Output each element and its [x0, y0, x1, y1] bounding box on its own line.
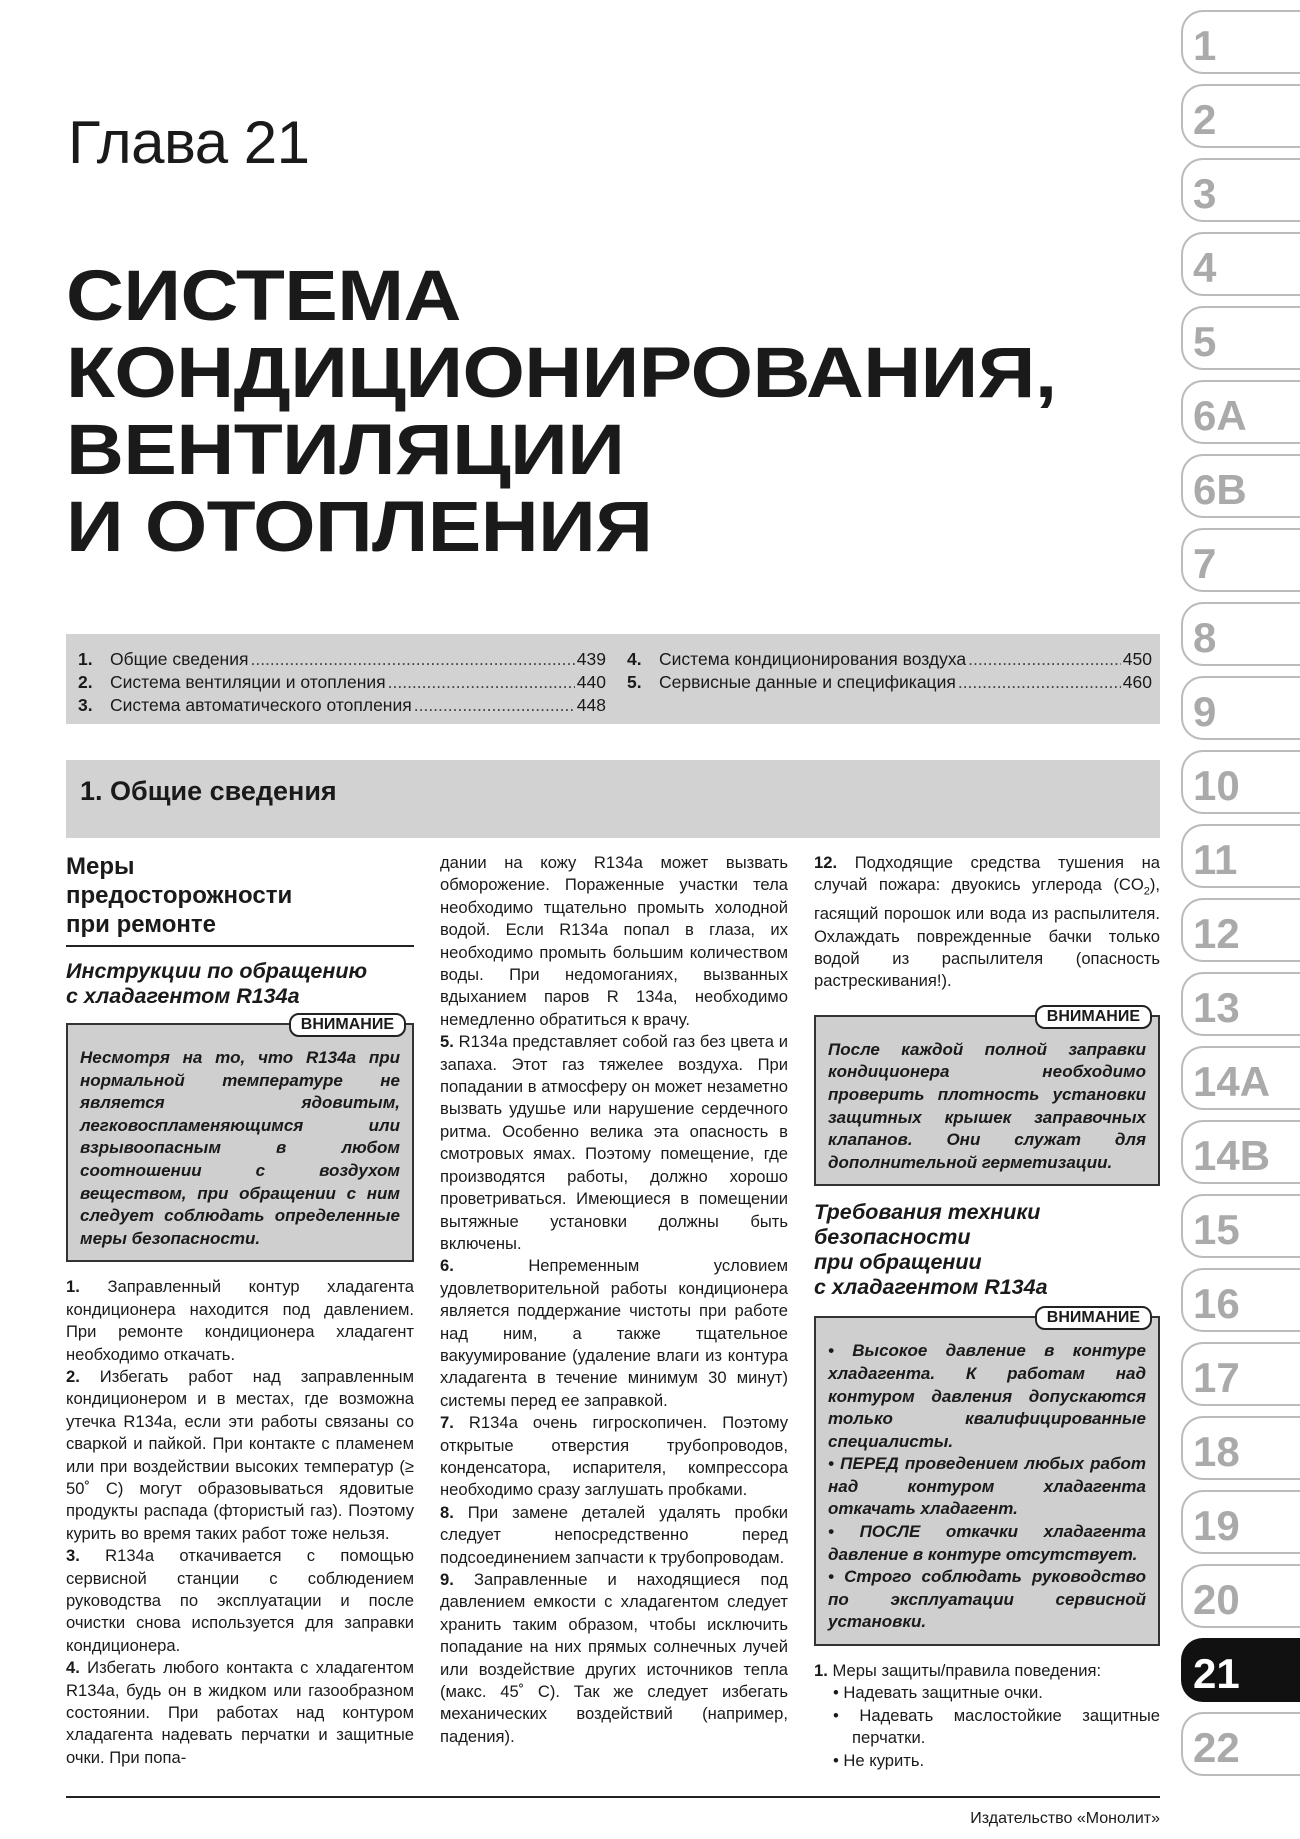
chapter-tab[interactable] [1181, 1046, 1300, 1110]
paragraph-text: Заправленный контур хладагента кондиционера находится под давлением. При ремонте кондиционера хладагент необходимо откачать. [66, 1277, 414, 1364]
chapter-tab[interactable] [1181, 306, 1300, 370]
chapter-tab[interactable] [1181, 1120, 1300, 1184]
chapter-tab[interactable] [1181, 972, 1300, 1036]
warning-box [66, 1016, 414, 1262]
heading-line: Требования техники [814, 1200, 1041, 1225]
tab-label: 15 [1193, 1206, 1240, 1253]
paragraph-text: ), гасящий порошок или вода из распылителя. Охлаждать поврежденные бачки только водой из распылителя (опасность растрескивания!). [814, 875, 1160, 991]
paragraph-text: R134a очень гигроскопичен. Поэтому открытые отверстия трубопроводов, конденсатора, испарителя, компрессора необходимо сразу заглушать пробками. [440, 1413, 788, 1500]
chapter-tab[interactable] [1181, 158, 1300, 222]
paragraph-number: 1. [66, 1277, 80, 1297]
chapter-tab[interactable] [1181, 84, 1300, 148]
tab-label: 1 [1193, 22, 1217, 69]
tab-label: 18 [1193, 1428, 1240, 1475]
paragraph [814, 1660, 1160, 1682]
warning-item: • Высокое давление в контуре хладагента. К работам над контуром давления допускаются только квалифицированные специалисты. [828, 1341, 1146, 1451]
text-column-3 [814, 852, 1160, 1772]
paragraph-number: 9. [440, 1570, 454, 1589]
chapter-tab[interactable] [1181, 10, 1300, 74]
chapter-tab[interactable] [1181, 676, 1300, 740]
warning-tag: ВНИМАНИЕ [1035, 1005, 1152, 1029]
paragraph-text: Меры защиты/правила поведения: [832, 1661, 1102, 1681]
tab-label: 5 [1193, 318, 1217, 365]
warning-tag: ВНИМАНИЕ [1035, 1306, 1152, 1330]
paragraph-text: Избегать любого контакта с хладагентом R134a, будь он в жидком или газообразном состоянии. При работах над контуром хладагента надевать перчатки и защитные очки. При попа- [66, 1658, 414, 1767]
heading-line: безопасности [814, 1225, 971, 1250]
toc-leader [388, 671, 575, 694]
bullet-item: • Надевать маслостойкие защитные перчатки. [833, 1705, 1160, 1748]
chapter-title-line: КОНДИЦИОНИРОВАНИЯ, [66, 334, 1057, 413]
safety-heading [814, 1200, 1160, 1300]
chapter-label: Глава 21 [68, 109, 310, 176]
tab-label: 3 [1193, 170, 1217, 217]
chapter-tabs [1181, 0, 1300, 1839]
toc-title: Сервисные данные и спецификация [659, 672, 956, 692]
toc-title: Система вентиляции и отопления [110, 672, 386, 692]
toc-leader [414, 694, 575, 717]
tab-label: 17 [1193, 1354, 1240, 1401]
tab-label: 20 [1193, 1576, 1240, 1623]
toc-entry[interactable] [78, 671, 606, 694]
chapter-tab[interactable] [1181, 824, 1300, 888]
tab-label: 22 [1193, 1724, 1240, 1771]
warning-tag: ВНИМАНИЕ [289, 1013, 406, 1037]
tab-label: 10 [1193, 762, 1240, 809]
tab-label: 14B [1193, 1132, 1271, 1179]
chapter-title-line: ВЕНТИЛЯЦИИ [66, 411, 625, 490]
paragraph-text: дании на кожу R134a может вызвать обморожение. Пораженные участки тела необходимо тщательно промыть холодной водой. Если R134a попал в глаза, их необходимо промыть большим количеством воды. При недомоганиях, вызванных вдыханием паров R 134a, необходимо немедленно обратиться к врачу. [440, 853, 788, 1029]
toc-leader [250, 648, 574, 671]
text-column-2 [440, 852, 788, 1748]
toc-number: 2. [78, 672, 93, 692]
paragraph-number: 4. [66, 1658, 80, 1678]
heading-line: при обращении [814, 1250, 982, 1275]
section-title: 1. Общие сведения [80, 776, 337, 806]
paragraph [440, 1569, 788, 1748]
tab-label: 7 [1193, 540, 1217, 587]
paragraph-text: Непременным условием удовлетворительной работы кондиционера является поддержание чистоты при работе над ним, а также тщательное вакуумирование (удаление влаги из контура хладагента в течение минимум 30 минут) системы перед ее заправкой. [440, 1256, 788, 1410]
toc-entry[interactable] [627, 648, 1152, 671]
paragraph [440, 1255, 788, 1412]
warning-text: Несмотря на то, что R134a при нормальной температуре не является ядовитым, легковоспламеняющимся или взрывоопасным в любом соотношении с воздухом веществом, при обращении с ним следует соблюдать определенные меры безопасности. [80, 1048, 400, 1248]
toc-title: Система кондиционирования воздуха [659, 649, 967, 669]
chapter-tab[interactable] [1181, 232, 1300, 296]
bullet-item: • Надевать защитные очки. [833, 1683, 1043, 1703]
warning-item: • Строго соблюдать руководство по эксплуатации сервисной установки. [828, 1567, 1146, 1632]
section-header [66, 760, 1160, 838]
toc-number: 5. [627, 672, 642, 692]
tab-label: 12 [1193, 910, 1240, 957]
toc-entry[interactable] [627, 671, 1152, 694]
toc-title: Система автоматического отопления [110, 695, 412, 715]
tab-label: 16 [1193, 1280, 1240, 1327]
chapter-title [66, 258, 1116, 566]
chapter-tab[interactable] [1181, 602, 1300, 666]
heading-line: при ремонте [66, 911, 216, 938]
chapter-tab[interactable] [1181, 1416, 1300, 1480]
toc-page: 448 [576, 695, 606, 715]
tab-label: 2 [1193, 96, 1217, 143]
chapter-tab[interactable] [1181, 1268, 1300, 1332]
toc-number: 4. [627, 649, 642, 669]
paragraph-text: Подходящие средства тушения на случай пожара: двуокись углерода (CO [814, 853, 1160, 895]
paragraph-text: Заправленные и находящиеся под давлением емкости с хладагентом следует хранить таким образом, чтобы исключить попадание на них прямых солнечных лучей или воздействие других источников тепла (макс. 45˚ С). Так же следует избегать механических воздействий (например, падения). [440, 1570, 788, 1746]
toc-entry[interactable] [78, 694, 606, 717]
toc-entry[interactable] [78, 648, 606, 671]
warning-item: • ПЕРЕД проведением любых работ над контуром хладагента откачать хладагент. [828, 1454, 1146, 1519]
paragraph [66, 1657, 414, 1769]
tab-label: 13 [1193, 984, 1240, 1031]
warning-box [814, 1309, 1160, 1646]
chapter-tab[interactable] [1181, 898, 1300, 962]
paragraph-text: R134a представляет собой газ без цвета и запаха. Этот газ тяжелее воздуха. При попадании в атмосферу он может незаметно вызвать удушье или нарушение сердечного ритма. Особенно велика эта опасность в смотровых ямах. Поэтому помещение, где производятся работы, должно хорошо проветриваться. Имеющиеся в помещении вытяжные установки должны быть включены. [440, 1032, 788, 1253]
tab-label: 6B [1193, 466, 1247, 513]
toc-leader [958, 671, 1121, 694]
paragraph [66, 1366, 414, 1545]
paragraph-text: R134a откачивается с помощью сервисной станции с соблюдением руководства по эксплуатации и после очистки снова используется для заправки кондиционера. [66, 1546, 414, 1655]
warning-item: • ПОСЛЕ откачки хладагента давление в контуре отсутствует. [828, 1522, 1146, 1564]
toc-number: 3. [78, 695, 93, 715]
paragraph [440, 852, 788, 1031]
chapter-tab[interactable] [1181, 1194, 1300, 1258]
paragraph [66, 1276, 414, 1366]
chapter-tab[interactable] [1181, 380, 1300, 444]
paragraph [440, 1031, 788, 1255]
paragraph-number: 7. [440, 1413, 454, 1433]
toc-page: 460 [1122, 672, 1152, 692]
text-column-1 [66, 852, 414, 1769]
chapter-tab[interactable] [1181, 1564, 1300, 1628]
chapter-tab[interactable] [1181, 750, 1300, 814]
tab-label: 8 [1193, 614, 1217, 661]
paragraph [440, 1412, 788, 1502]
heading-line: с хладагентом R134a [814, 1275, 1048, 1300]
heading-line: с хладагентом R134a [66, 984, 300, 1008]
bullet-item: • Не курить. [833, 1750, 925, 1770]
paragraph-number: 12. [814, 853, 838, 872]
tab-label: 11 [1193, 836, 1238, 883]
warning-text: После каждой полной заправки кондиционера необходимо проверить плотность установки защитных крышек заправочных клапанов. Они служат для дополнительной герметизации. [828, 1039, 1146, 1172]
paragraph-number: 2. [66, 1366, 80, 1386]
toc-column-right [627, 648, 1152, 694]
chapter-tab[interactable] [1181, 528, 1300, 592]
table-of-contents [66, 634, 1160, 724]
subscript: 2 [1143, 885, 1150, 898]
toc-page: 439 [576, 649, 606, 669]
chapter-tab[interactable] [1181, 1712, 1300, 1776]
publisher-footer: Издательство «Монолит» [970, 1810, 1160, 1827]
paragraph-number: 3. [66, 1546, 80, 1566]
tab-label: 4 [1193, 244, 1217, 291]
heading-line: Инструкции по обращению [66, 959, 368, 983]
toc-title: Общие сведения [110, 649, 249, 669]
heading-line: Меры [66, 853, 135, 880]
paragraph [440, 1502, 788, 1569]
warning-box [814, 1007, 1160, 1187]
tab-label: 9 [1193, 688, 1217, 735]
tab-label: 14A [1193, 1058, 1271, 1105]
chapter-title-line: СИСТЕМА [66, 257, 461, 336]
tab-label: 19 [1193, 1502, 1240, 1549]
paragraph [814, 852, 1160, 993]
toc-column-left [78, 648, 606, 717]
footer-divider [66, 1796, 1160, 1798]
toc-page: 440 [576, 672, 606, 692]
paragraph-number: 6. [440, 1256, 454, 1276]
tab-label: 6A [1193, 392, 1247, 439]
toc-number: 1. [78, 649, 93, 669]
tab-label: 21 [1193, 1650, 1240, 1697]
chapter-tab[interactable] [1181, 1342, 1300, 1406]
paragraph [66, 1545, 414, 1657]
chapter-tab[interactable] [1181, 454, 1300, 518]
toc-leader [968, 648, 1121, 671]
paragraph-number: 8. [440, 1502, 454, 1522]
paragraph-number: 1. [814, 1661, 828, 1681]
subsection-heading [66, 852, 414, 947]
paragraph-text: При замене деталей удалять пробки следует непосредственно перед подсоединением запчасти к трубопроводам. [440, 1502, 788, 1567]
instructions-heading [66, 959, 414, 1009]
paragraph-text: Избегать работ над заправленным кондиционером и в местах, где возможна утечка R134a, если эти работы связаны со сваркой и пайкой. При контакте с пламенем или при воздействии высоких температур (≥ 50˚ С) могут образовываться ядовитые продукты распада (фтористый газ). Поэтому курить во время таких работ тоже нельзя. [66, 1366, 414, 1543]
chapter-tab-active[interactable] [1181, 1638, 1300, 1702]
chapter-tab[interactable] [1181, 1490, 1300, 1554]
chapter-title-line: И ОТОПЛЕНИЯ [66, 488, 653, 567]
toc-page: 450 [1122, 649, 1152, 669]
paragraph-number: 5. [440, 1032, 454, 1052]
heading-line: предосторожности [66, 882, 293, 909]
